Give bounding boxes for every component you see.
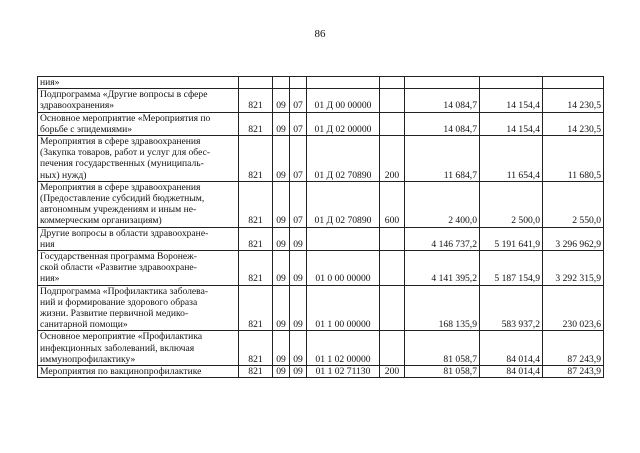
amount-year1-cell: 14 084,7 [405, 112, 480, 135]
item-name-cell [38, 251, 239, 286]
target-item-cell: 01 1 02 00000 [307, 331, 380, 366]
item-name-line: санитарной помощи» [40, 319, 128, 331]
item-name-cell [38, 112, 239, 135]
ministry-code-cell: 821 [239, 181, 273, 227]
subsection-code-cell: 09 [290, 285, 307, 331]
ministry-code-cell: 821 [239, 112, 273, 135]
item-name-line: Другие вопросы в области здравоохране- [40, 227, 209, 239]
item-name-cell [38, 89, 239, 112]
item-name-cell [38, 136, 239, 182]
table-row [38, 136, 604, 182]
target-item-cell: 01 Д 00 00000 [307, 89, 380, 112]
expense-type-cell: 200 [380, 136, 405, 182]
table-row [38, 181, 604, 227]
amount-year1-cell: 14 084,7 [405, 89, 480, 112]
item-name-line: борьбе с эпидемиями» [40, 123, 133, 135]
amount-year2-cell: 583 937,2 [480, 285, 543, 331]
item-name-line: ской области «Развитие здравоохране- [40, 262, 197, 274]
item-name-line: (Закупка товаров, работ и услуг для обес- [40, 147, 211, 159]
budget-table [37, 76, 604, 378]
table-row [38, 251, 604, 286]
amount-year3-cell: 230 023,6 [543, 285, 604, 331]
item-name-line: Мероприятия в сфере здравоохранения [40, 136, 201, 148]
amount-year3-cell: 14 230,5 [543, 89, 604, 112]
amount-year2-cell: 5 191 641,9 [480, 227, 543, 250]
item-name-line: Государственная программа Воронеж- [40, 251, 197, 263]
expense-type-cell [380, 285, 405, 331]
item-name-line: коммерческим организациям) [40, 215, 162, 227]
section-code-cell: 09 [273, 251, 290, 286]
subsection-code-cell: 07 [290, 89, 307, 112]
section-code-cell: 09 [273, 112, 290, 135]
amount-year2-cell: 5 187 154,9 [480, 251, 543, 286]
section-code-cell [273, 77, 290, 89]
amount-year2-cell [480, 77, 543, 89]
target-item-cell: 01 1 00 00000 [307, 285, 380, 331]
subsection-code-cell: 09 [290, 331, 307, 366]
item-name-cell [38, 227, 239, 250]
target-item-cell: 01 1 02 71130 [307, 366, 380, 378]
amount-year2-cell: 84 014,4 [480, 331, 543, 366]
target-item-cell: 01 0 00 00000 [307, 251, 380, 286]
target-item-cell [307, 77, 380, 89]
expense-type-cell [380, 112, 405, 135]
item-name-line: жизни. Развитие первичной медико- [40, 308, 189, 320]
table-row [38, 112, 604, 135]
ministry-code-cell: 821 [239, 227, 273, 250]
item-name-line: ния» [40, 77, 60, 88]
item-name-line: ных) нужд) [40, 169, 87, 181]
table-row [38, 227, 604, 250]
target-item-cell: 01 Д 02 70890 [307, 136, 380, 182]
item-name-line: автономным учреждениям и иным не- [40, 204, 197, 216]
target-item-cell [307, 227, 380, 250]
ministry-code-cell: 821 [239, 331, 273, 366]
amount-year3-cell [543, 77, 604, 89]
item-name-line: (Предоставление субсидий бюджетным, [40, 193, 205, 205]
expense-type-cell: 200 [380, 366, 405, 378]
section-code-cell: 09 [273, 89, 290, 112]
item-name-line: иммунопрофилактику» [40, 353, 136, 365]
target-item-cell: 01 Д 02 70890 [307, 181, 380, 227]
subsection-code-cell: 09 [290, 227, 307, 250]
item-name-line: ний и формирование здорового образа [40, 296, 198, 308]
table-row [38, 331, 604, 366]
section-code-cell: 09 [273, 366, 290, 378]
ministry-code-cell [239, 77, 273, 89]
expense-type-cell [380, 227, 405, 250]
amount-year1-cell: 4 141 395,2 [405, 251, 480, 286]
table-row [38, 89, 604, 112]
subsection-code-cell: 07 [290, 181, 307, 227]
item-name-line: инфекционных заболеваний, включая [40, 342, 195, 354]
amount-year3-cell: 14 230,5 [543, 112, 604, 135]
amount-year1-cell: 168 135,9 [405, 285, 480, 331]
section-code-cell: 09 [273, 136, 290, 182]
amount-year2-cell: 14 154,4 [480, 112, 543, 135]
section-code-cell: 09 [273, 331, 290, 366]
expense-type-cell [380, 331, 405, 366]
amount-year1-cell: 81 058,7 [405, 331, 480, 366]
amount-year1-cell: 11 684,7 [405, 136, 480, 182]
table-row [38, 366, 604, 378]
amount-year1-cell: 81 058,7 [405, 366, 480, 378]
item-name-cell [38, 77, 239, 89]
section-code-cell: 09 [273, 285, 290, 331]
ministry-code-cell: 821 [239, 89, 273, 112]
amount-year1-cell: 2 400,0 [405, 181, 480, 227]
amount-year3-cell: 11 680,5 [543, 136, 604, 182]
ministry-code-cell: 821 [239, 251, 273, 286]
amount-year1-cell [405, 77, 480, 89]
item-name-line: Основное мероприятие «Профилактика [40, 331, 203, 343]
item-name-line: Основное мероприятие «Мероприятия по [40, 112, 211, 124]
target-item-cell: 01 Д 02 00000 [307, 112, 380, 135]
expense-type-cell [380, 251, 405, 286]
item-name-line: печения государственных (муниципаль- [40, 158, 204, 170]
subsection-code-cell [290, 77, 307, 89]
ministry-code-cell: 821 [239, 136, 273, 182]
amount-year3-cell: 87 243,9 [543, 331, 604, 366]
expense-type-cell: 600 [380, 181, 405, 227]
ministry-code-cell: 821 [239, 285, 273, 331]
amount-year2-cell: 11 654,4 [480, 136, 543, 182]
amount-year1-cell: 4 146 737,2 [405, 227, 480, 250]
table-row [38, 285, 604, 331]
item-name-line: Мероприятия в сфере здравоохранения [40, 181, 201, 193]
subsection-code-cell: 09 [290, 366, 307, 378]
amount-year2-cell: 14 154,4 [480, 89, 543, 112]
item-name-line: Мероприятия по вакцинопрофилактике [40, 366, 202, 378]
item-name-cell [38, 331, 239, 366]
item-name-cell [38, 181, 239, 227]
item-name-line: ния» [40, 273, 60, 285]
amount-year3-cell: 2 550,0 [543, 181, 604, 227]
subsection-code-cell: 09 [290, 251, 307, 286]
item-name-line: ния [40, 238, 55, 250]
section-code-cell: 09 [273, 181, 290, 227]
section-code-cell: 09 [273, 227, 290, 250]
expense-type-cell [380, 77, 405, 89]
page-number: 86 [314, 28, 326, 40]
amount-year3-cell: 3 292 315,9 [543, 251, 604, 286]
item-name-line: здравоохранения» [40, 100, 115, 112]
amount-year2-cell: 2 500,0 [480, 181, 543, 227]
item-name-line: Подпрограмма «Другие вопросы в сфере [40, 89, 208, 101]
item-name-cell [38, 366, 239, 378]
amount-year2-cell: 84 014,4 [480, 366, 543, 378]
expense-type-cell [380, 89, 405, 112]
item-name-cell [38, 285, 239, 331]
amount-year3-cell: 3 296 962,9 [543, 227, 604, 250]
subsection-code-cell: 07 [290, 112, 307, 135]
amount-year3-cell: 87 243,9 [543, 366, 604, 378]
ministry-code-cell: 821 [239, 366, 273, 378]
subsection-code-cell: 07 [290, 136, 307, 182]
table-row [38, 77, 604, 89]
item-name-line: Подпрограмма «Профилактика заболева- [40, 285, 209, 297]
